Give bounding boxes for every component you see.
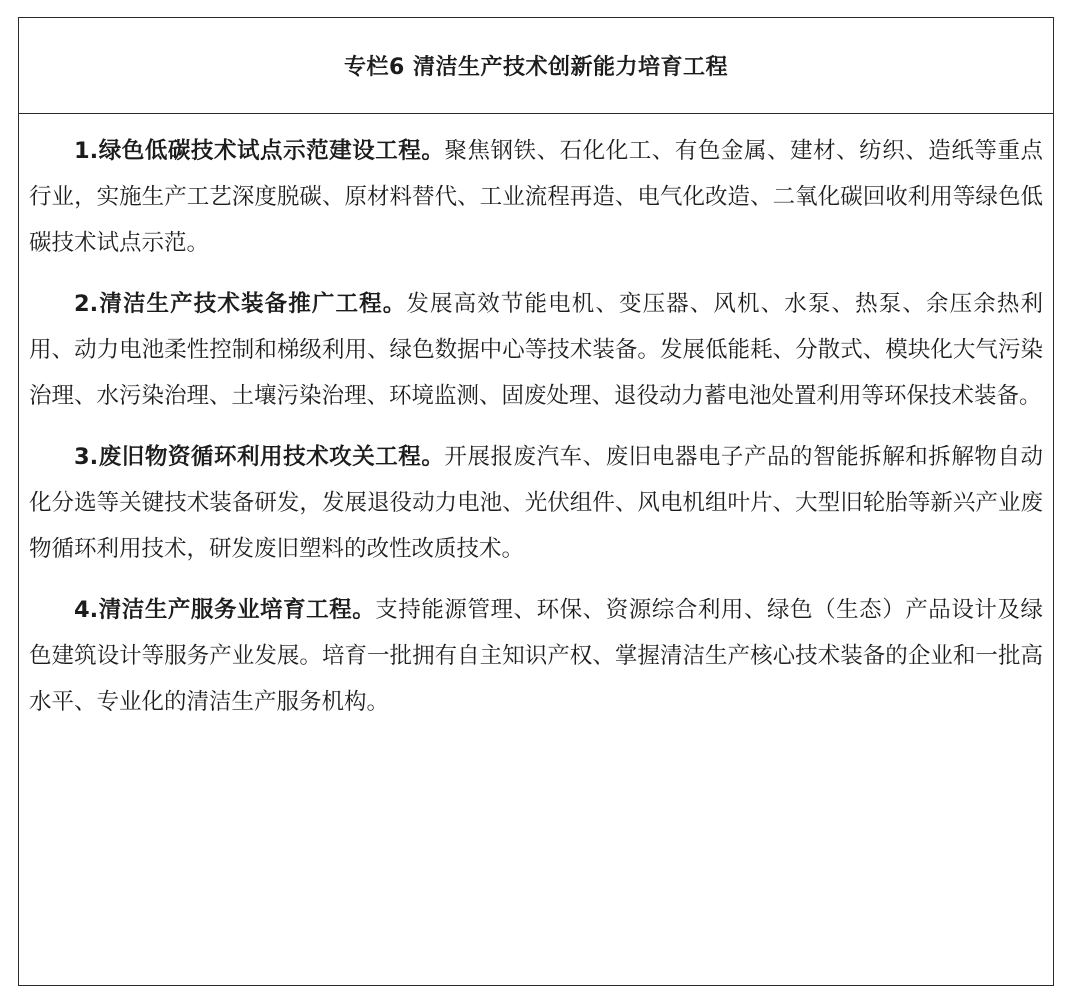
box-header — [19, 18, 1053, 114]
item-paragraph — [29, 281, 1043, 419]
column-box — [18, 17, 1054, 986]
item-lead: 3.废旧物资循环利用技术攻关工程。 — [74, 444, 445, 470]
item-lead: 1.绿色低碳技术试点示范建设工程。 — [74, 138, 445, 164]
item-paragraph — [29, 587, 1043, 725]
box-title: 专栏6 清洁生产技术创新能力培育工程 — [344, 55, 728, 80]
item-paragraph — [29, 434, 1043, 572]
box-content — [19, 114, 1053, 725]
item-body: 支持能源管理、环保、资源综合利用、绿色（生态）产品设计及绿色建筑设计等服务产业发展。培育一批拥有自主知识产权、掌握清洁生产核心技术装备的企业和一批高水平、专业化的清洁生产服务机构。 — [29, 597, 1043, 715]
item-lead: 4.清洁生产服务业培育工程。 — [74, 597, 376, 623]
item-paragraph — [29, 128, 1043, 266]
item-body: 发展高效节能电机、变压器、风机、水泵、热泵、余压余热利用、动力电池柔性控制和梯级利用、绿色数据中心等技术装备。发展低能耗、分散式、模块化大气污染治理、水污染治理、土壤污染治理、环境监测、固废处理、退役动力蓄电池处置利用等环保技术装备。 — [29, 291, 1043, 409]
item-body: 聚焦钢铁、石化化工、有色金属、建材、纺织、造纸等重点行业，实施生产工艺深度脱碳、原材料替代、工业流程再造、电气化改造、二氧化碳回收利用等绿色低碳技术试点示范。 — [29, 138, 1043, 256]
item-body: 开展报废汽车、废旧电器电子产品的智能拆解和拆解物自动化分选等关键技术装备研发，发展退役动力电池、光伏组件、风电机组叶片、大型旧轮胎等新兴产业废物循环利用技术，研发废旧塑料的改性改质技术。 — [29, 444, 1043, 562]
item-lead: 2.清洁生产技术装备推广工程。 — [74, 291, 407, 317]
